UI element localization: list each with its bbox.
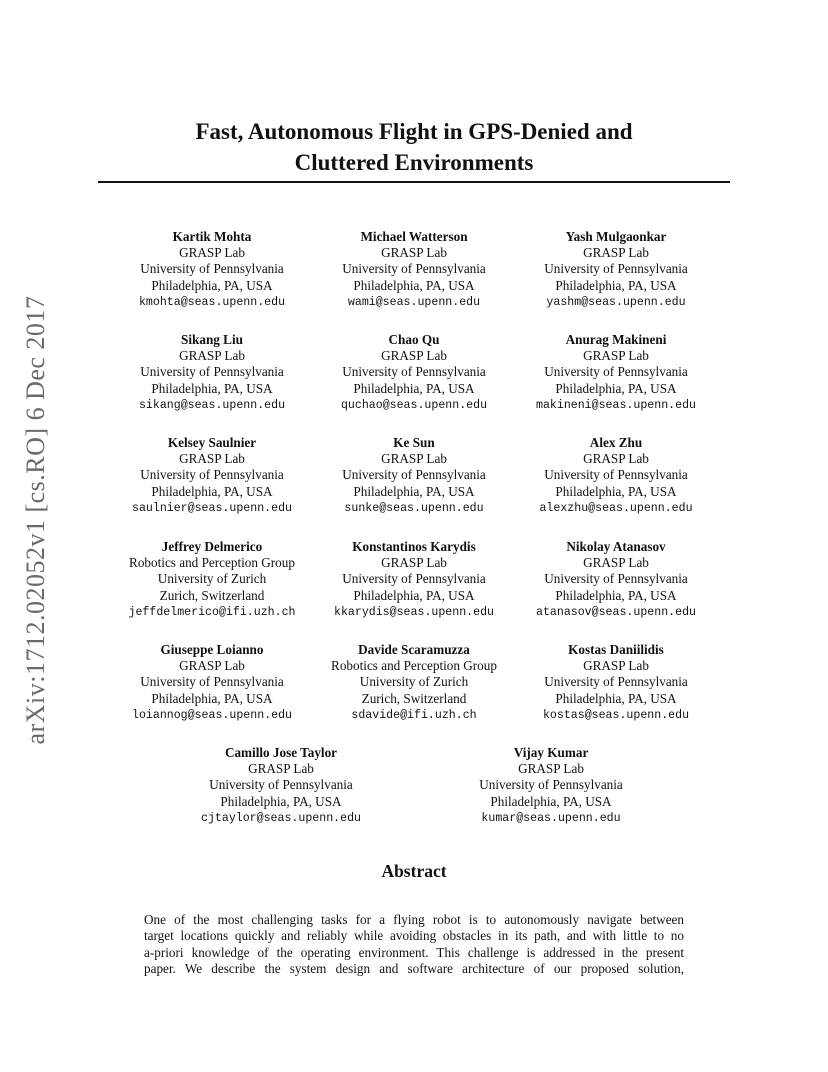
author-affiliation-line: Philadelphia, PA, USA (353, 277, 475, 293)
author-name: Vijay Kumar (513, 745, 589, 760)
author-email: wami@seas.upenn.edu (347, 295, 481, 309)
author-affiliation-line: Philadelphia, PA, USA (220, 793, 342, 809)
author-row (0, 539, 828, 629)
author-affiliation-line: GRASP Lab (583, 348, 649, 364)
author-affiliation-line: University of Pennsylvania (544, 571, 688, 587)
author-block (342, 229, 486, 311)
author-affiliation-line: Philadelphia, PA, USA (151, 483, 273, 499)
author-affiliation-line: GRASP Lab (381, 245, 447, 261)
author-affiliation-line: GRASP Lab (518, 761, 584, 777)
author-affiliation-line: GRASP Lab (179, 245, 245, 261)
author-affiliation-line: GRASP Lab (179, 451, 245, 467)
author-email: loiannog@seas.upenn.edu (131, 708, 293, 722)
author-affiliation-line: University of Pennsylvania (544, 674, 688, 690)
author-affiliation-line: University of Pennsylvania (544, 364, 688, 380)
author-affiliation-line: University of Pennsylvania (140, 467, 284, 483)
author-affiliation-line: Philadelphia, PA, USA (555, 587, 677, 603)
abstract-line: target locations quickly and reliably while avoiding obstacles in its path, and with little to no (144, 928, 684, 944)
author-affiliation-line: Philadelphia, PA, USA (555, 380, 677, 396)
author-name: Anurag Makineni (565, 332, 667, 347)
author-affiliation-line: University of Pennsylvania (342, 261, 486, 277)
arxiv-identifier: arXiv:1712.02052v1 [cs.RO] 6 Dec 2017 (21, 295, 50, 745)
author-affiliation-line: Philadelphia, PA, USA (490, 793, 612, 809)
author-affiliation-line: Robotics and Perception Group (129, 555, 295, 571)
author-name: Ke Sun (393, 435, 435, 450)
author-block (139, 229, 285, 311)
author-affiliation-line: Philadelphia, PA, USA (555, 690, 677, 706)
author-affiliation-line: Philadelphia, PA, USA (151, 277, 273, 293)
author-affiliation-line: University of Pennsylvania (479, 777, 623, 793)
author-name: Davide Scaramuzza (358, 642, 470, 657)
author-affiliation-line: Zurich, Switzerland (361, 690, 467, 706)
author-block (543, 642, 689, 724)
title-line: Cluttered Environments (294, 150, 534, 175)
author-affiliation-line: University of Pennsylvania (140, 364, 284, 380)
author-row (0, 332, 828, 422)
author-affiliation-line: University of Pennsylvania (342, 467, 486, 483)
author-block (536, 539, 696, 621)
author-block (341, 332, 487, 414)
title-line: Fast, Autonomous Flight in GPS-Denied and (195, 119, 633, 144)
paper-title (98, 116, 730, 178)
author-affiliation-line: Zurich, Switzerland (159, 587, 265, 603)
abstract-line: paper. We describe the system design and software architecture of our proposed solution, (144, 960, 684, 976)
author-block (544, 229, 688, 311)
abstract-heading: Abstract (381, 861, 447, 881)
author-block (132, 642, 292, 724)
author-affiliation-line: University of Pennsylvania (209, 777, 353, 793)
author-name: Chao Qu (388, 332, 440, 347)
author-name: Konstantinos Karydis (352, 539, 476, 554)
author-affiliation-line: GRASP Lab (381, 348, 447, 364)
author-name: Yash Mulgaonkar (565, 229, 667, 244)
author-affiliation-line: Philadelphia, PA, USA (555, 483, 677, 499)
author-name: Jeffrey Delmerico (161, 539, 263, 554)
author-affiliation-line: GRASP Lab (179, 658, 245, 674)
author-name: Giuseppe Loianno (160, 642, 264, 657)
author-affiliation-line: University of Zurich (157, 571, 267, 587)
title-rule (98, 181, 730, 183)
author-affiliation-line: University of Pennsylvania (140, 674, 284, 690)
author-email: kostas@seas.upenn.edu (542, 708, 690, 722)
abstract-body (144, 912, 684, 977)
author-email: sunke@seas.upenn.edu (344, 501, 484, 515)
author-row (0, 435, 828, 525)
author-affiliation-line: GRASP Lab (248, 761, 314, 777)
author-row (0, 745, 828, 835)
author-affiliation-line: University of Pennsylvania (342, 571, 486, 587)
author-email: yashm@seas.upenn.edu (546, 295, 686, 309)
author-affiliation-line: University of Zurich (359, 674, 469, 690)
author-name: Michael Watterson (360, 229, 468, 244)
author-block (139, 332, 285, 414)
author-name: Kelsey Saulnier (167, 435, 257, 450)
author-name: Kostas Daniilidis (568, 642, 664, 657)
abstract-line: a-priori knowledge of the operating environment. This challenge is addressed in the present (144, 944, 684, 960)
author-block (479, 745, 623, 827)
author-block (334, 539, 494, 621)
author-block (201, 745, 361, 827)
abstract-line: One of the most challenging tasks for a flying robot is to autonomously navigate between (144, 912, 684, 927)
author-name: Alex Zhu (589, 435, 643, 450)
author-email: kumar@seas.upenn.edu (481, 811, 621, 825)
author-row (0, 642, 828, 732)
author-affiliation-line: Philadelphia, PA, USA (555, 277, 677, 293)
author-name: Kartik Mohta (172, 229, 252, 244)
author-email: jeffdelmerico@ifi.uzh.ch (128, 605, 296, 619)
author-affiliation-line: Robotics and Perception Group (331, 658, 497, 674)
author-email: kmohta@seas.upenn.edu (138, 295, 286, 309)
author-affiliation-line: GRASP Lab (583, 451, 649, 467)
author-block (331, 642, 497, 724)
author-block (132, 435, 292, 517)
author-affiliation-line: Philadelphia, PA, USA (151, 690, 273, 706)
author-affiliation-line: Philadelphia, PA, USA (353, 483, 475, 499)
author-affiliation-line: Philadelphia, PA, USA (353, 587, 475, 603)
author-affiliation-line: GRASP Lab (583, 555, 649, 571)
author-affiliation-line: Philadelphia, PA, USA (353, 380, 475, 396)
author-email: sikang@seas.upenn.edu (138, 398, 286, 412)
author-affiliation-line: GRASP Lab (381, 555, 447, 571)
author-block (536, 332, 696, 414)
author-affiliation-line: Philadelphia, PA, USA (151, 380, 273, 396)
author-row (0, 229, 828, 319)
author-email: makineni@seas.upenn.edu (535, 398, 697, 412)
author-name: Nikolay Atanasov (566, 539, 666, 554)
author-email: sdavide@ifi.uzh.ch (351, 708, 477, 722)
author-name: Sikang Liu (181, 332, 243, 347)
author-affiliation-line: GRASP Lab (583, 658, 649, 674)
author-block (539, 435, 692, 517)
author-email: alexzhu@seas.upenn.edu (539, 501, 693, 515)
author-email: quchao@seas.upenn.edu (340, 398, 488, 412)
author-email: cjtaylor@seas.upenn.edu (200, 811, 362, 825)
author-affiliation-line: University of Pennsylvania (544, 261, 688, 277)
author-affiliation-line: University of Pennsylvania (140, 261, 284, 277)
author-affiliation-line: GRASP Lab (179, 348, 245, 364)
author-name: Camillo Jose Taylor (224, 745, 338, 760)
author-block (342, 435, 486, 517)
author-affiliation-line: GRASP Lab (583, 245, 649, 261)
author-email: kkarydis@seas.upenn.edu (333, 605, 495, 619)
author-affiliation-line: University of Pennsylvania (342, 364, 486, 380)
author-affiliation-line: University of Pennsylvania (544, 467, 688, 483)
author-email: atanasov@seas.upenn.edu (535, 605, 697, 619)
author-email: saulnier@seas.upenn.edu (131, 501, 293, 515)
author-block (129, 539, 296, 621)
author-affiliation-line: GRASP Lab (381, 451, 447, 467)
